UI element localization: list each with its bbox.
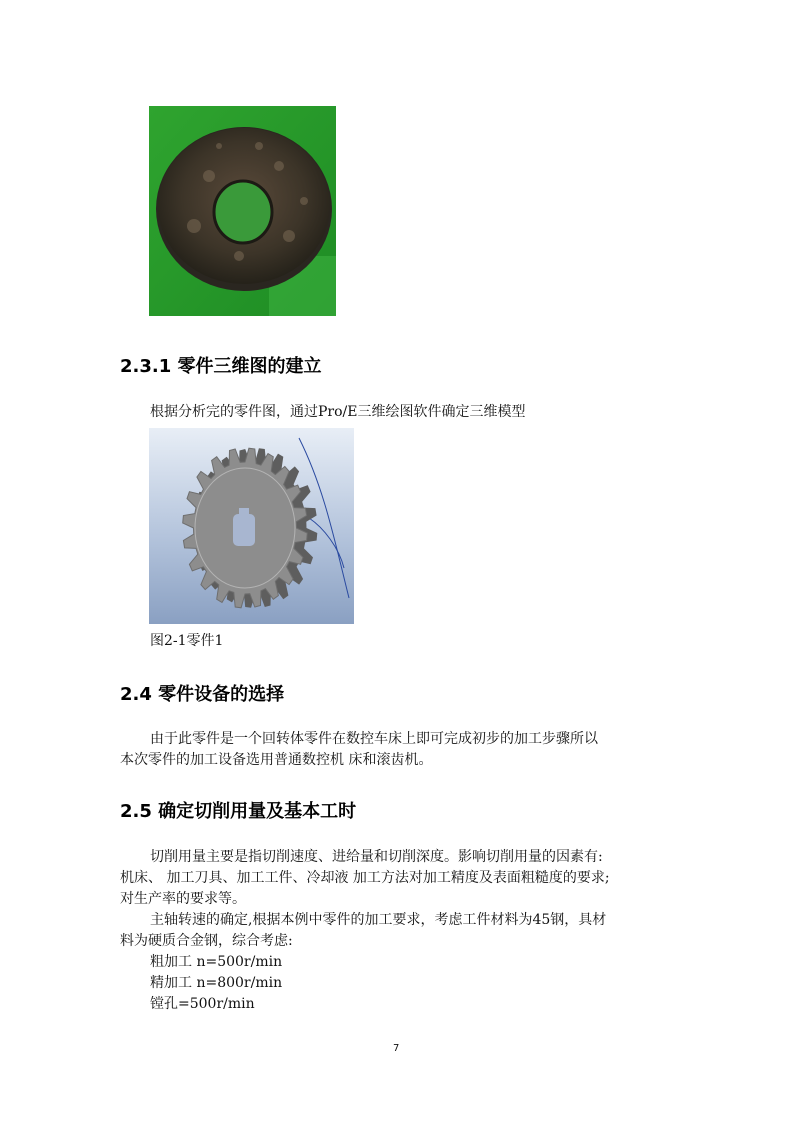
section-heading-2-5: 2.5 确定切削用量及基本工时 xyxy=(120,801,357,822)
paragraph-line: 镗孔=500r/min xyxy=(150,996,255,1012)
paragraph-line: 切削用量主要是指切削速度、进给量和切削深度。影响切削用量的因素有: xyxy=(150,849,603,865)
paragraph-line: 料为硬质合金钢，综合考虑: xyxy=(120,933,293,949)
figure-caption: 图2-1零件1 xyxy=(150,633,224,649)
gear-3d-model-image xyxy=(149,428,354,624)
paragraph-line: 对生产率的要求等。 xyxy=(120,891,246,907)
paragraph-line: 精加工 n=800r/min xyxy=(150,975,283,991)
paragraph-line: 由于此零件是一个回转体零件在数控车床上即可完成初步的加工步骤所以 xyxy=(150,731,598,747)
section-heading-2-4: 2.4 零件设备的选择 xyxy=(120,684,285,705)
paragraph-line: 本次零件的加工设备选用普通数控机 床和滚齿机。 xyxy=(120,752,433,768)
paragraph: 根据分析完的零件图，通过Pro/E三维绘图软件确定三维模型 xyxy=(150,404,526,420)
paragraph-line: 机床、 加工刀具、加工工件、冷却液 加工方法对加工精度及表面粗糙度的要求; xyxy=(120,870,610,886)
paragraph-line: 粗加工 n=500r/min xyxy=(150,954,283,970)
blank-part-photo xyxy=(149,106,336,316)
page-number: 7 xyxy=(393,1043,400,1054)
section-heading-2-3-1: 2.3.1 零件三维图的建立 xyxy=(120,356,322,377)
paragraph-line: 主轴转速的确定,根据本例中零件的加工要求，考虑工件材料为45钢，具材 xyxy=(150,912,607,928)
